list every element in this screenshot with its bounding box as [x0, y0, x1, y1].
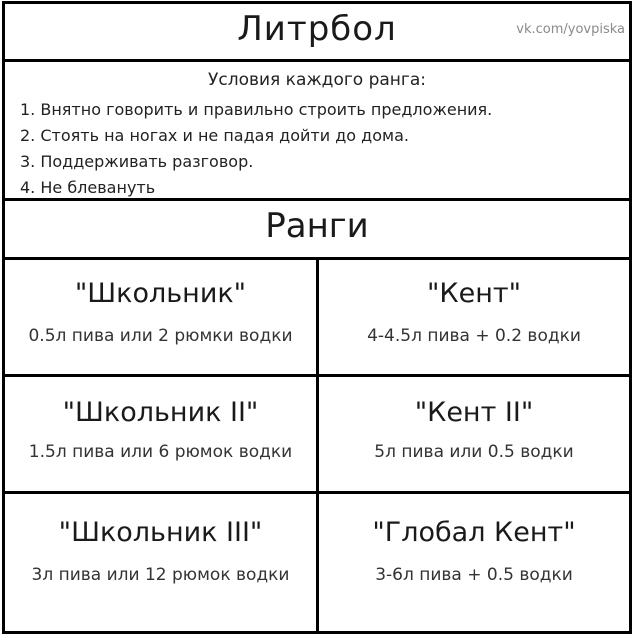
rank-name: "Школьник II" — [62, 397, 259, 428]
ranks-header — [5, 201, 629, 257]
rank-description: 0.5л пива или 2 рюмки водки — [28, 326, 293, 346]
table-frame — [2, 1, 632, 634]
watermark: vk.com/yovpiska — [516, 22, 625, 37]
rank-name: "Школьник III" — [58, 517, 263, 548]
rank-description: 5л пива или 0.5 водки — [374, 442, 574, 462]
conditions-title: Условия каждого ранга: — [208, 70, 426, 90]
page-title: Литрбол — [237, 9, 397, 49]
header — [5, 4, 629, 59]
condition-item: 4. Не блевануть — [20, 178, 156, 197]
rank-cell-shkolnik — [5, 260, 316, 374]
rank-description: 3-6л пива + 0.5 водки — [375, 565, 573, 585]
rank-cell-global-kent — [319, 494, 629, 631]
rank-cell-kent — [319, 260, 629, 374]
ranks-title: Ранги — [265, 206, 369, 246]
rank-description: 3л пива или 12 рюмок водки — [31, 565, 290, 585]
conditions-list — [20, 97, 492, 201]
rank-name: "Глобал Кент" — [372, 517, 576, 548]
rank-description: 4-4.5л пива + 0.2 водки — [367, 326, 581, 346]
condition-item: 1. Внятно говорить и правильно строить предложения. — [20, 100, 493, 119]
condition-item: 2. Стоять на ногах и не падая дойти до дома. — [20, 126, 409, 145]
rank-name: "Кент" — [427, 278, 521, 309]
rank-name: "Кент II" — [414, 397, 534, 428]
rank-cell-kent-2 — [319, 377, 629, 491]
conditions-section — [5, 62, 629, 198]
rank-description: 1.5л пива или 6 рюмок водки — [28, 442, 293, 462]
condition-item: 3. Поддерживать разговор. — [20, 152, 254, 171]
rank-name: "Школьник" — [74, 278, 247, 309]
rank-cell-shkolnik-3 — [5, 494, 316, 631]
rank-cell-shkolnik-2 — [5, 377, 316, 491]
